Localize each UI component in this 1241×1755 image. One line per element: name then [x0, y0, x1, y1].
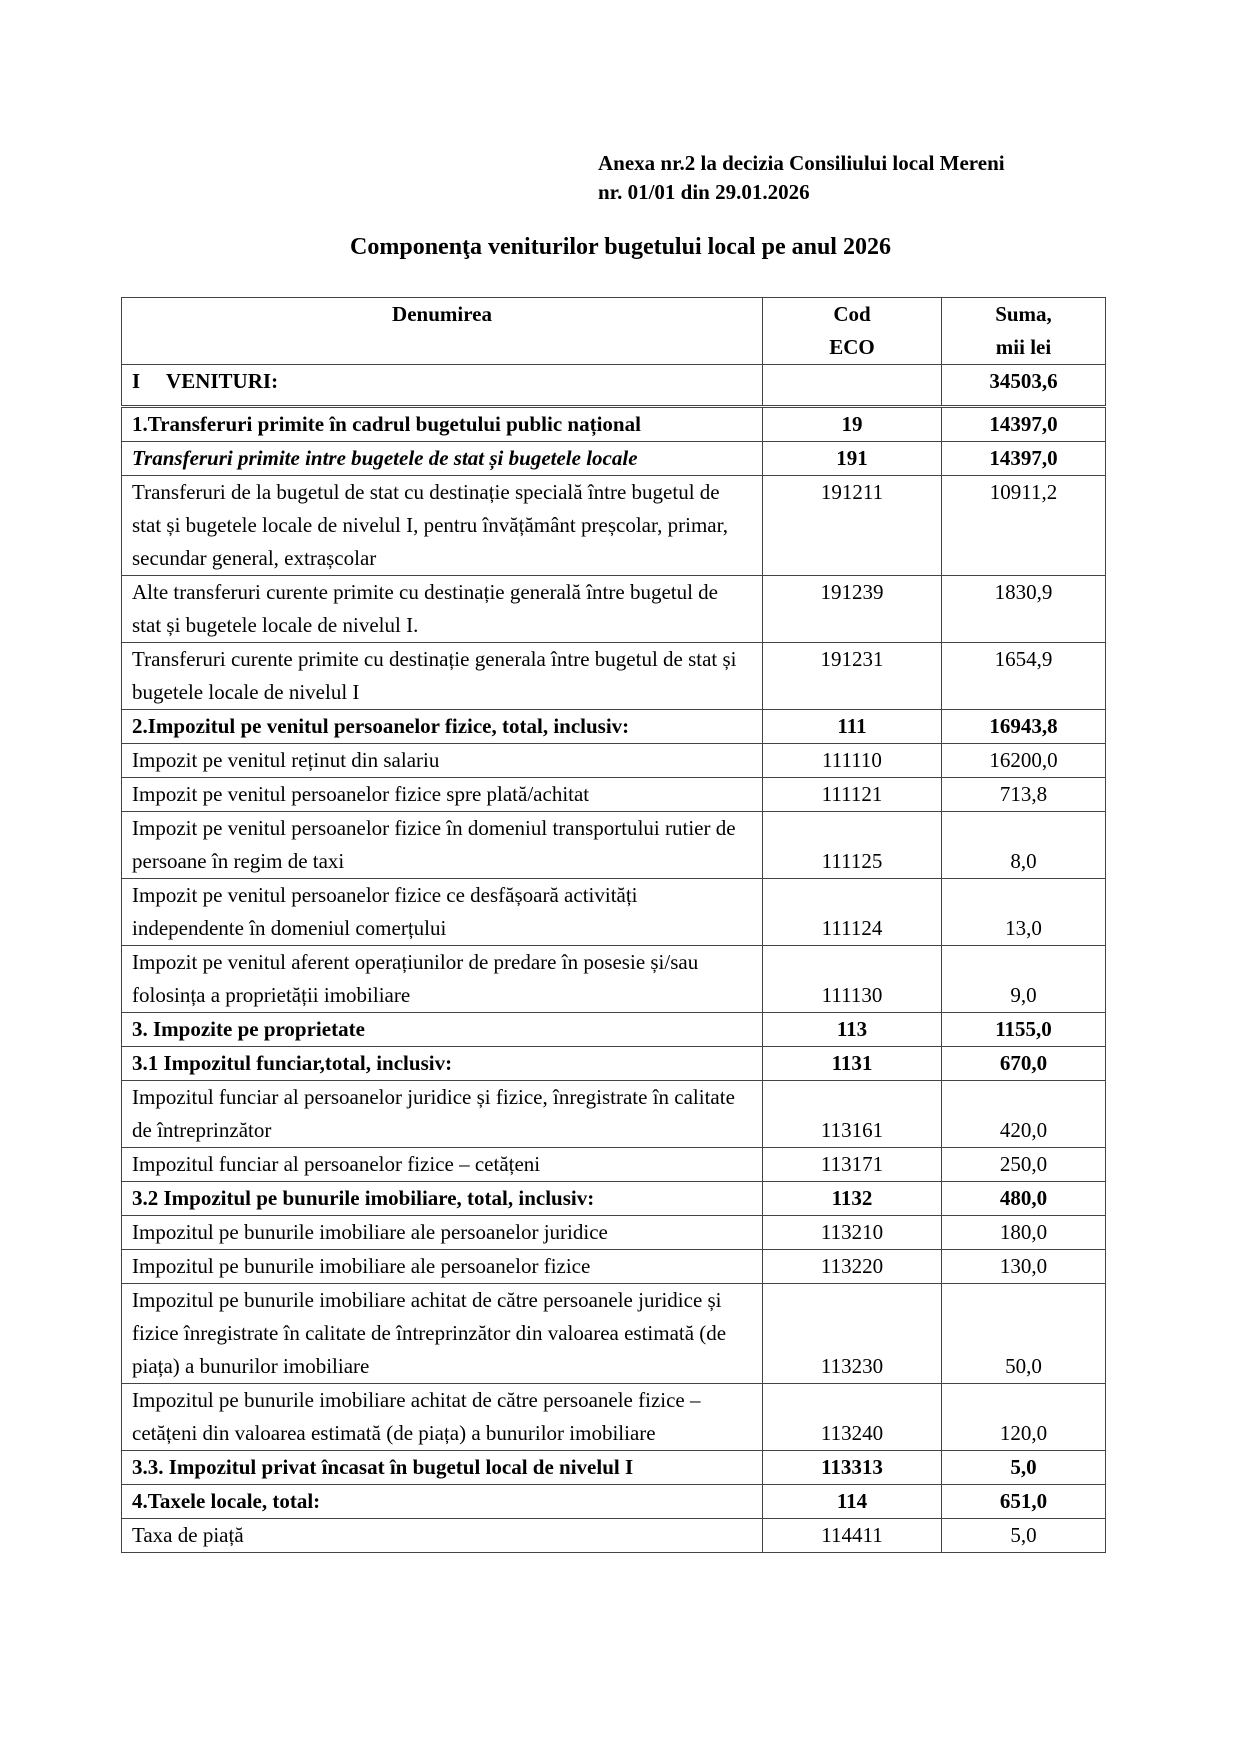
- row-sum: 1155,0: [942, 1013, 1106, 1047]
- row-code: 191211: [763, 476, 942, 576]
- row-code: 113: [763, 1013, 942, 1047]
- row-code: 19: [763, 407, 942, 442]
- row-sum: 1654,9: [942, 643, 1106, 710]
- row-sum: 670,0: [942, 1047, 1106, 1081]
- annex-line-1: Anexa nr.2 la decizia Consiliului local Mereni: [598, 151, 1005, 175]
- table-row: [122, 812, 1106, 879]
- row-sum: 1830,9: [942, 576, 1106, 643]
- annex-line-2: nr. 01/01 din 29.01.2026: [598, 180, 810, 204]
- row-name: Transferuri primite intre bugetele de stat și bugetele locale: [122, 442, 763, 476]
- row-sum: 13,0: [942, 879, 1106, 946]
- row-name: 3.2 Impozitul pe bunurile imobiliare, total, inclusiv:: [122, 1182, 763, 1216]
- row-name: 3.1 Impozitul funciar,total, inclusiv:: [122, 1047, 763, 1081]
- total-revenue-name: I VENITURI:: [122, 365, 763, 407]
- column-header-code-line1: Cod: [833, 302, 871, 326]
- total-revenue-code: [763, 365, 942, 407]
- document-title: Componenţa veniturilor bugetului local pe anul 2026: [350, 234, 891, 260]
- table-row: [122, 1047, 1106, 1081]
- column-header-code-line2: ECO: [829, 335, 875, 359]
- row-sum: 10911,2: [942, 476, 1106, 576]
- row-name: Impozit pe venitul persoanelor fizice în domeniul transportului rutier de persoane în regim de taxi: [122, 812, 763, 879]
- column-header-sum-line1: Suma,: [995, 302, 1052, 326]
- row-code: 111110: [763, 744, 942, 778]
- total-revenue-sum: 34503,6: [942, 365, 1106, 407]
- row-name: Impozit pe venitul persoanelor fizice ce desfășoară activități independente în domeniul comerțului: [122, 879, 763, 946]
- table-row: [122, 1485, 1106, 1519]
- row-name: Transferuri de la bugetul de stat cu destinație specială între bugetul de stat și bugetele locale de nivelul I, pentru învățământ preșcolar, primar, secundar general, extrașcolar: [122, 476, 763, 576]
- row-code: 1131: [763, 1047, 942, 1081]
- row-name: Impozit pe venitul persoanelor fizice spre plată/achitat: [122, 778, 763, 812]
- row-name: Impozitul funciar al persoanelor juridice și fizice, înregistrate în calitate de întreprinzător: [122, 1081, 763, 1148]
- row-name: Alte transferuri curente primite cu destinație generală între bugetul de stat și bugetele locale de nivelul I.: [122, 576, 763, 643]
- row-name: 4.Taxele locale, total:: [122, 1485, 763, 1519]
- table-row: [122, 1182, 1106, 1216]
- row-sum: 130,0: [942, 1250, 1106, 1284]
- row-sum: 180,0: [942, 1216, 1106, 1250]
- row-code: 113171: [763, 1148, 942, 1182]
- row-code: 111: [763, 710, 942, 744]
- row-sum: 420,0: [942, 1081, 1106, 1148]
- column-header-name: Denumirea: [122, 298, 763, 365]
- row-name: 2.Impozitul pe venitul persoanelor fizice, total, inclusiv:: [122, 710, 763, 744]
- row-code: 111121: [763, 778, 942, 812]
- column-header-code: [763, 298, 942, 365]
- table-row: [122, 1216, 1106, 1250]
- row-code: 111124: [763, 879, 942, 946]
- table-row: [122, 1284, 1106, 1384]
- table-row: [122, 1013, 1106, 1047]
- row-name: Impozitul pe bunurile imobiliare achitat de către persoanele fizice – cetățeni din valoarea estimată (de piața) a bunurilor imobiliare: [122, 1384, 763, 1451]
- column-header-sum: [942, 298, 1106, 365]
- row-name: Taxa de piață: [122, 1519, 763, 1553]
- row-code: 113240: [763, 1384, 942, 1451]
- row-code: 111130: [763, 946, 942, 1013]
- table-row: [122, 407, 1106, 442]
- table-row: [122, 1081, 1106, 1148]
- table-row: [122, 1384, 1106, 1451]
- row-code: 113220: [763, 1250, 942, 1284]
- table-header-row: [122, 298, 1106, 365]
- row-name: Impozit pe venitul reținut din salariu: [122, 744, 763, 778]
- total-revenue-row: [122, 365, 1106, 407]
- row-sum: 16943,8: [942, 710, 1106, 744]
- row-code: 1132: [763, 1182, 942, 1216]
- row-code: 114411: [763, 1519, 942, 1553]
- table-row: [122, 778, 1106, 812]
- row-sum: 16200,0: [942, 744, 1106, 778]
- row-sum: 8,0: [942, 812, 1106, 879]
- row-name: 1.Transferuri primite în cadrul bugetului public național: [122, 407, 763, 442]
- row-sum: 651,0: [942, 1485, 1106, 1519]
- revenue-table: [121, 297, 1106, 1553]
- column-header-sum-line2: mii lei: [995, 335, 1052, 359]
- row-code: 113313: [763, 1451, 942, 1485]
- row-code: 114: [763, 1485, 942, 1519]
- row-name: Impozitul pe bunurile imobiliare ale persoanelor juridice: [122, 1216, 763, 1250]
- row-name: Impozitul funciar al persoanelor fizice – cetățeni: [122, 1148, 763, 1182]
- row-sum: 14397,0: [942, 442, 1106, 476]
- row-name: Impozitul pe bunurile imobiliare achitat de către persoanele juridice și fizice înregistrate în calitate de întreprinzător din valoarea estimată (de piața) a bunurilor imobiliare: [122, 1284, 763, 1384]
- row-name: Transferuri curente primite cu destinație generala între bugetul de stat și bugetele locale de nivelul I: [122, 643, 763, 710]
- row-code: 111125: [763, 812, 942, 879]
- table-row: [122, 643, 1106, 710]
- table-row: [122, 946, 1106, 1013]
- row-code: 113210: [763, 1216, 942, 1250]
- table-row: [122, 744, 1106, 778]
- table-row: [122, 576, 1106, 643]
- row-sum: 250,0: [942, 1148, 1106, 1182]
- table-row: [122, 1250, 1106, 1284]
- row-sum: 480,0: [942, 1182, 1106, 1216]
- table-row: [122, 1148, 1106, 1182]
- annex-reference: [598, 149, 1005, 207]
- row-code: 191231: [763, 643, 942, 710]
- row-sum: 120,0: [942, 1384, 1106, 1451]
- row-name: Impozit pe venitul aferent operațiunilor de predare în posesie și/sau folosința a proprietății imobiliare: [122, 946, 763, 1013]
- table-row: [122, 1519, 1106, 1553]
- table-row: [122, 879, 1106, 946]
- row-sum: 713,8: [942, 778, 1106, 812]
- row-name: 3.3. Impozitul privat încasat în bugetul local de nivelul I: [122, 1451, 763, 1485]
- row-name: 3. Impozite pe proprietate: [122, 1013, 763, 1047]
- row-code: 113230: [763, 1284, 942, 1384]
- row-code: 191: [763, 442, 942, 476]
- table-row: [122, 476, 1106, 576]
- row-name: Impozitul pe bunurile imobiliare ale persoanelor fizice: [122, 1250, 763, 1284]
- row-code: 191239: [763, 576, 942, 643]
- table-row: [122, 1451, 1106, 1485]
- table-row: [122, 442, 1106, 476]
- row-sum: 14397,0: [942, 407, 1106, 442]
- row-sum: 9,0: [942, 946, 1106, 1013]
- row-sum: 5,0: [942, 1451, 1106, 1485]
- table-row: [122, 710, 1106, 744]
- row-sum: 5,0: [942, 1519, 1106, 1553]
- row-sum: 50,0: [942, 1284, 1106, 1384]
- row-code: 113161: [763, 1081, 942, 1148]
